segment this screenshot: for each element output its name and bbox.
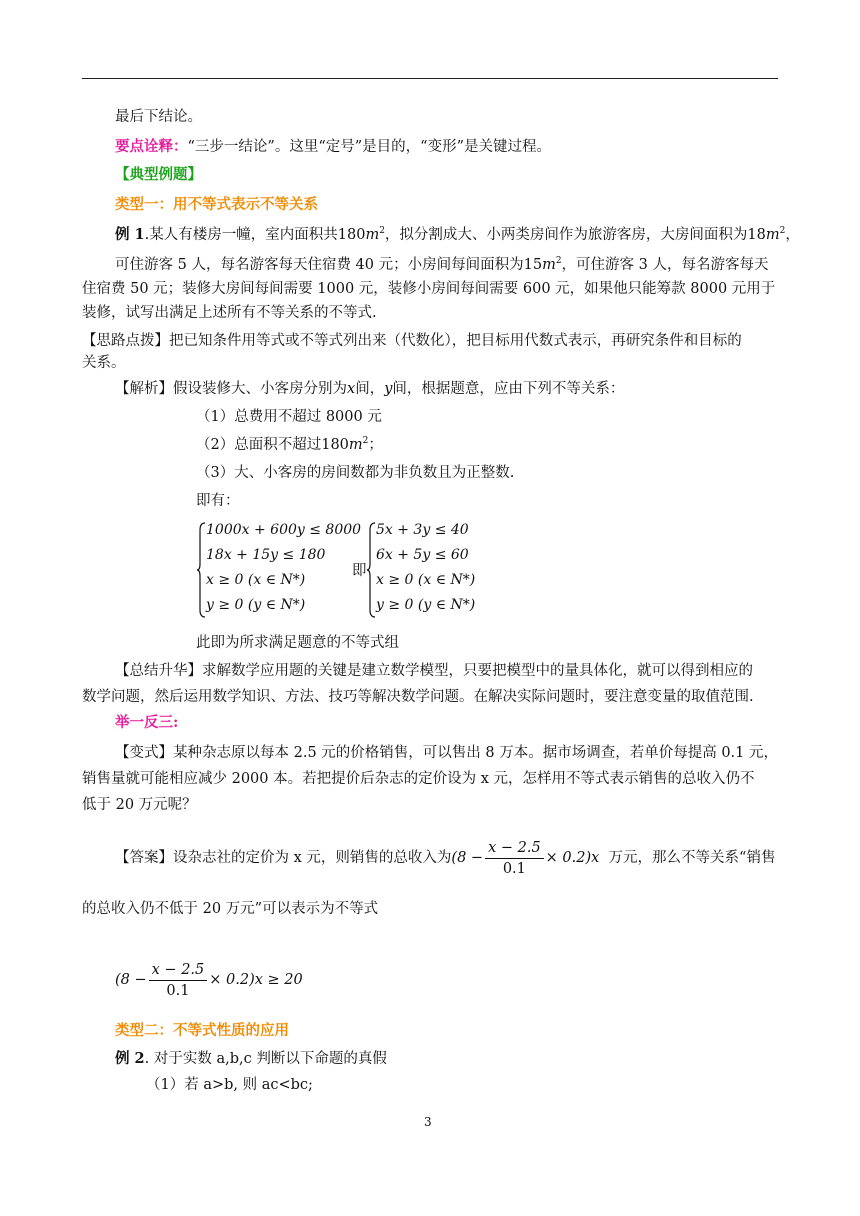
type-heading-2: 类型二：不等式性质的应用 — [115, 1022, 289, 1039]
math-expr: × 0.2)x — [545, 850, 600, 866]
condition-1: （1）总费用不超过 8000 元 — [196, 409, 382, 425]
text-line: 最后下结论。 — [115, 109, 202, 125]
left-brace-icon — [366, 522, 376, 618]
summary-line-1: 【总结升华】求解数学应用题的关键是建立数学模型，只要把模型中的量具体化，就可以得到相应的 — [115, 663, 753, 679]
math-unit: m — [765, 227, 780, 243]
summary-line-2: 数学问题，然后运用数学知识、方法、技巧等解决数学问题。在解决实际问题时，要注意变量的取值范围. — [82, 689, 754, 705]
header-rule — [82, 78, 778, 79]
system-2-row: y ≥ 0 (y ∈ N*) — [376, 597, 476, 613]
system-note: 此即为所求满足题意的不等式组 — [196, 635, 399, 651]
text-span: 万元，那么不等关系“销售 — [608, 850, 776, 866]
left-brace-icon — [196, 522, 206, 618]
text-span: 间， — [355, 381, 385, 397]
math-var: y — [384, 381, 393, 397]
variant-line-2: 销售量就可能相应减少 2000 本。若把提价后杂志的定价设为 x 元，怎样用不等式表示销售的总收入仍不 — [82, 771, 755, 787]
final-inequality — [115, 958, 303, 1002]
text-span: ， — [785, 227, 800, 243]
math-expr: (8 − — [115, 972, 147, 988]
answer-line-1 — [115, 836, 775, 880]
example-1-line-2 — [115, 254, 769, 276]
text-span: .某人有楼房一幢，室内面积共180 — [144, 227, 366, 243]
practice-heading: 举一反三: — [115, 714, 179, 731]
condition-3: （3）大、小客房的房间数都为非负数且为正整数. — [196, 465, 515, 481]
system-1-row: x ≥ 0 (x ∈ N*) — [206, 572, 306, 588]
inequality-system-1 — [196, 520, 362, 620]
answer-line-2: 的总收入仍不低于 20 万元”可以表示为不等式 — [82, 901, 379, 917]
text-span: 间，根据题意，应由下列不等关系： — [392, 381, 625, 397]
text-span: ； — [368, 437, 383, 453]
superscript: 2 — [362, 436, 369, 446]
variant-line-1: 【变式】某种杂志原以每本 2.5 元的价格销售，可以售出 8 万本。据市场调查，若单价每提高 0.1 元， — [115, 745, 778, 761]
example-1-label: 例 1 — [115, 226, 145, 243]
fraction-numerator: x − 2.5 — [485, 838, 544, 859]
example-1-line-1 — [115, 224, 800, 246]
math-expr: × 0.2)x ≥ 20 — [209, 972, 303, 988]
page-number: 3 — [424, 1115, 432, 1129]
text-span: 【解析】假设装修大、小客房分别为 — [115, 381, 347, 397]
fraction-denominator: 0.1 — [166, 982, 190, 999]
type-heading-1: 类型一：用不等式表示不等关系 — [115, 196, 318, 213]
superscript: 2 — [779, 226, 786, 236]
inequality-system-2 — [366, 520, 516, 620]
system-1-row: y ≥ 0 (y ∈ N*) — [206, 597, 306, 613]
text-span: 【答案】设杂志社的定价为 x 元，则销售的总收入为 — [115, 850, 452, 866]
math-unit: m — [365, 227, 380, 243]
key-point — [115, 136, 551, 158]
superscript: 2 — [379, 226, 385, 236]
system-2-row: 5x + 3y ≤ 40 — [376, 522, 469, 538]
text-span: （2）总面积不超过180 — [196, 437, 349, 453]
system-2-row: 6x + 5y ≤ 60 — [376, 547, 469, 563]
key-point-text: “三步一结论”。这里“定号”是目的，“变形”是关键过程。 — [187, 139, 551, 155]
system-1-row: 18x + 15y ≤ 180 — [206, 547, 326, 563]
system-1-row: 1000x + 600y ≤ 8000 — [206, 522, 362, 538]
math-unit: m — [542, 257, 556, 273]
example-2-item-1: （1）若 a>b, 则 ac<bc; — [146, 1077, 313, 1093]
example-2-label: 例 2 — [115, 1050, 145, 1067]
thus-label: 即有： — [196, 493, 240, 509]
text-span: 可住游客 5 人，每名游客每天住宿费 40 元；小房间每间面积为15 — [115, 257, 543, 273]
fraction — [149, 960, 208, 1001]
fraction-numerator: x − 2.5 — [149, 960, 208, 981]
analysis-line — [115, 378, 624, 400]
fraction-denominator: 0.1 — [502, 860, 526, 877]
key-point-label: 要点诠释： — [115, 138, 188, 155]
text-span: ，拟分割成大、小两类房间作为旅游客房，大房间面积为18 — [384, 227, 766, 243]
ji-label: 即 — [352, 563, 367, 579]
example-1-line-4: 装修，试写出满足上述所有不等关系的不等式. — [82, 305, 377, 321]
example-1-line-3: 住宿费 50 元；装修大房间每间需要 1000 元，装修小房间每间需要 600 元，如果他只能筹款 8000 元用于 — [82, 281, 776, 297]
example-2-line — [115, 1048, 387, 1070]
text-span: ，可住游客 3 人，每名游客每天 — [561, 257, 769, 273]
condition-2 — [196, 434, 383, 456]
variant-line-3: 低于 20 万元呢？ — [82, 797, 197, 813]
math-var: x — [347, 381, 356, 397]
section-heading-examples: 【典型例题】 — [115, 166, 202, 183]
hint-line-1: 【思路点拨】把已知条件用等式或不等式列出来（代数化），把目标用代数式表示，再研究条件和目标的 — [82, 333, 742, 349]
math-expr: (8 − — [451, 850, 484, 866]
math-unit: m — [348, 437, 363, 453]
hint-line-2: 关系。 — [82, 355, 126, 371]
system-2-row: x ≥ 0 (x ∈ N*) — [376, 572, 476, 588]
fraction — [485, 838, 544, 879]
text-span: . 对于实数 a,b,c 判断以下命题的真假 — [144, 1051, 387, 1067]
superscript: 2 — [555, 256, 562, 266]
